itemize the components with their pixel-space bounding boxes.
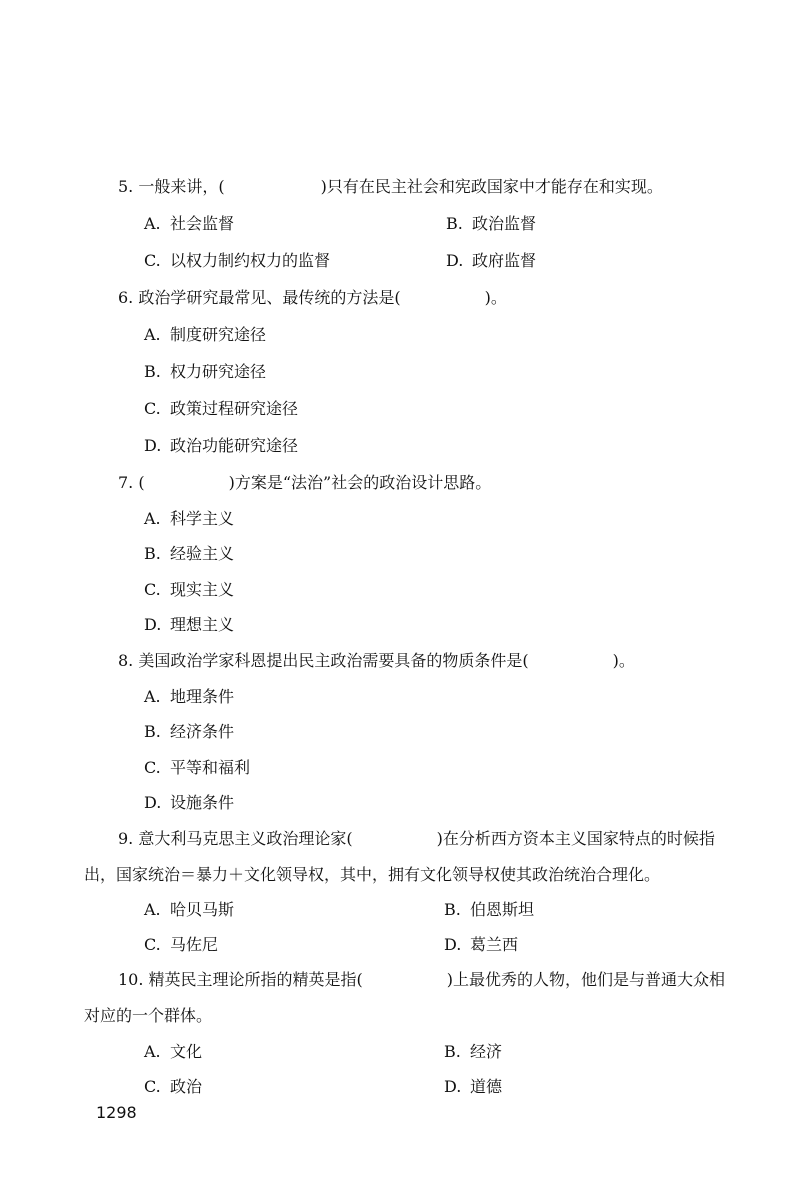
question-5-stem	[118, 174, 663, 197]
question-text-before: 精英民主理论所指的精英是指(	[148, 970, 363, 989]
question-text-after: )上最优秀的人物，他们是与普通大众相	[446, 970, 726, 989]
option-b: B. 经验主义	[144, 544, 235, 563]
question-text-after: )方案是“法治”社会的政治设计思路。	[228, 473, 492, 492]
question-text-after: )。	[484, 288, 507, 307]
question-number: 6.	[118, 288, 134, 307]
question-number: 9.	[118, 829, 134, 848]
option-c: C. 马佐尼	[144, 935, 219, 954]
option-a: A. 科学主义	[144, 509, 235, 528]
question-text-before: 一般来讲，(	[138, 177, 225, 196]
question-text-continuation: 出，国家统治＝暴力＋文化领导权，其中，拥有文化领导权使其政治统治合理化。	[84, 865, 661, 884]
option-d: D. 理想主义	[144, 615, 235, 634]
option-c: C. 平等和福利	[144, 758, 251, 777]
question-number: 8.	[118, 651, 134, 670]
question-number: 5.	[118, 177, 134, 196]
option-d: D. 道德	[444, 1077, 503, 1096]
option-d: D. 政府监督	[446, 251, 537, 270]
option-a: A. 制度研究途径	[144, 325, 267, 344]
option-a: A. 社会监督	[144, 214, 235, 233]
option-c: C. 现实主义	[144, 580, 235, 599]
option-b: B. 权力研究途径	[144, 362, 267, 381]
question-text-before: 政治学研究最常见、最传统的方法是(	[138, 288, 401, 307]
question-text-after: )在分析西方资本主义国家特点的时候指	[436, 829, 715, 848]
option-d: D. 葛兰西	[444, 935, 519, 954]
option-b: B. 伯恩斯坦	[444, 900, 535, 919]
option-b: B. 政治监督	[446, 214, 537, 233]
question-text-before: 意大利马克思主义政治理论家(	[138, 829, 353, 848]
option-b: B. 经济条件	[144, 722, 235, 741]
question-8-stem	[118, 648, 635, 671]
option-a: A. 哈贝马斯	[144, 900, 235, 919]
option-c: C. 以权力制约权力的监督	[144, 251, 331, 270]
question-number: 7.	[118, 473, 134, 492]
question-text-continuation: 对应的一个群体。	[84, 1006, 213, 1025]
question-6-stem	[118, 285, 507, 308]
page-number: 1298	[96, 1103, 137, 1122]
question-number: 10.	[118, 970, 144, 989]
question-text-before: 美国政治学家科恩提出民主政治需要具备的物质条件是(	[138, 651, 529, 670]
option-a: A. 文化	[144, 1042, 203, 1061]
option-c: C. 政治	[144, 1077, 203, 1096]
question-10-stem	[84, 967, 758, 1025]
question-text-before: (	[138, 473, 145, 492]
option-c: C. 政策过程研究途径	[144, 399, 299, 418]
option-a: A. 地理条件	[144, 687, 235, 706]
option-b: B. 经济	[444, 1042, 503, 1061]
question-text-after: )只有在民主社会和宪政国家中才能存在和实现。	[320, 177, 663, 196]
question-7-stem	[118, 470, 491, 493]
question-text-after: )。	[612, 651, 635, 670]
option-d: D. 政治功能研究途径	[144, 436, 299, 455]
option-d: D. 设施条件	[144, 793, 235, 812]
question-9-stem	[84, 826, 758, 884]
